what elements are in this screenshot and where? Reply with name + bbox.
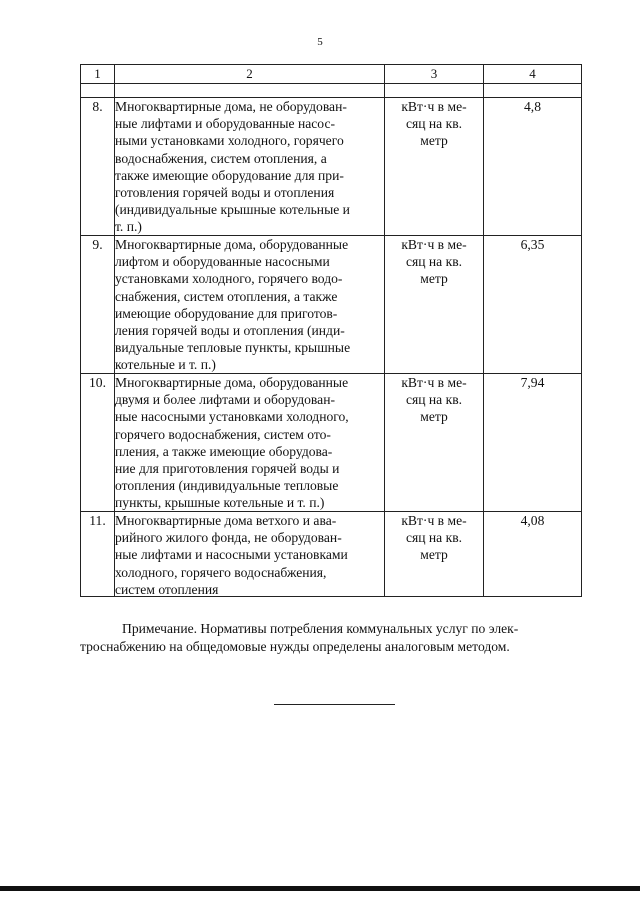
row-description: Многоквартирные дома, не оборудован- ные лифтами и оборудованные насос- ными установками холодного, горячего водоснабжения, систем отопления, а также имеющие оборудование для при- готовления горячей воды и отопления (индивидуальные крышные котельные и т. п.) xyxy=(115,98,385,236)
column-header-2: 2 xyxy=(115,65,385,84)
row-number: 10. xyxy=(81,374,115,512)
column-header-4: 4 xyxy=(484,65,582,84)
column-header-1: 1 xyxy=(81,65,115,84)
row-unit: кВт·ч в ме- сяц на кв. метр xyxy=(385,512,484,597)
row-number: 8. xyxy=(81,98,115,236)
row-unit: кВт·ч в ме- сяц на кв. метр xyxy=(385,374,484,512)
row-unit: кВт·ч в ме- сяц на кв. метр xyxy=(385,98,484,236)
consumption-norms-table xyxy=(80,64,582,597)
row-description: Многоквартирные дома ветхого и ава- рийного жилого фонда, не оборудован- ные лифтами и насосными установками холодного, горячего водоснабжения, систем отопления xyxy=(115,512,385,597)
column-header-3: 3 xyxy=(385,65,484,84)
row-number: 9. xyxy=(81,236,115,374)
footnote-paragraph xyxy=(80,620,581,656)
footnote-line: Примечание. Нормативы потребления коммунальных услуг по элек- xyxy=(122,621,519,636)
row-value: 7,94 xyxy=(484,374,582,512)
footnote-line: троснабжению на общедомовые нужды определены аналоговым методом. xyxy=(80,639,510,654)
scan-edge-bar xyxy=(0,886,640,891)
table-row xyxy=(81,374,582,512)
row-value: 4,8 xyxy=(484,98,582,236)
row-description: Многоквартирные дома, оборудованные лифтом и оборудованные насосными установками холодного, горячего водо- снабжения, систем отопления, а также имеющие оборудование для приготов- ления горячей воды и отопления (инди- видуальные тепловые пункты, крышные котельные и т. п.) xyxy=(115,236,385,374)
row-value: 6,35 xyxy=(484,236,582,374)
row-value: 4,08 xyxy=(484,512,582,597)
table-row xyxy=(81,98,582,236)
table-row xyxy=(81,236,582,374)
page-number: 5 xyxy=(317,36,323,48)
table-row xyxy=(81,512,582,597)
separator-line xyxy=(274,704,395,705)
row-number: 11. xyxy=(81,512,115,597)
table-spacer-row xyxy=(81,84,582,98)
row-description: Многоквартирные дома, оборудованные двумя и более лифтами и оборудован- ные насосными установками холодного, горячего водоснабжения, систем ото- пления, а также имеющие оборудова- ние для приготовления горячей воды и отопления (индивидуальные тепловые пункты, крышные котельные и т. п.) xyxy=(115,374,385,512)
row-unit: кВт·ч в ме- сяц на кв. метр xyxy=(385,236,484,374)
table-header-row xyxy=(81,65,582,84)
